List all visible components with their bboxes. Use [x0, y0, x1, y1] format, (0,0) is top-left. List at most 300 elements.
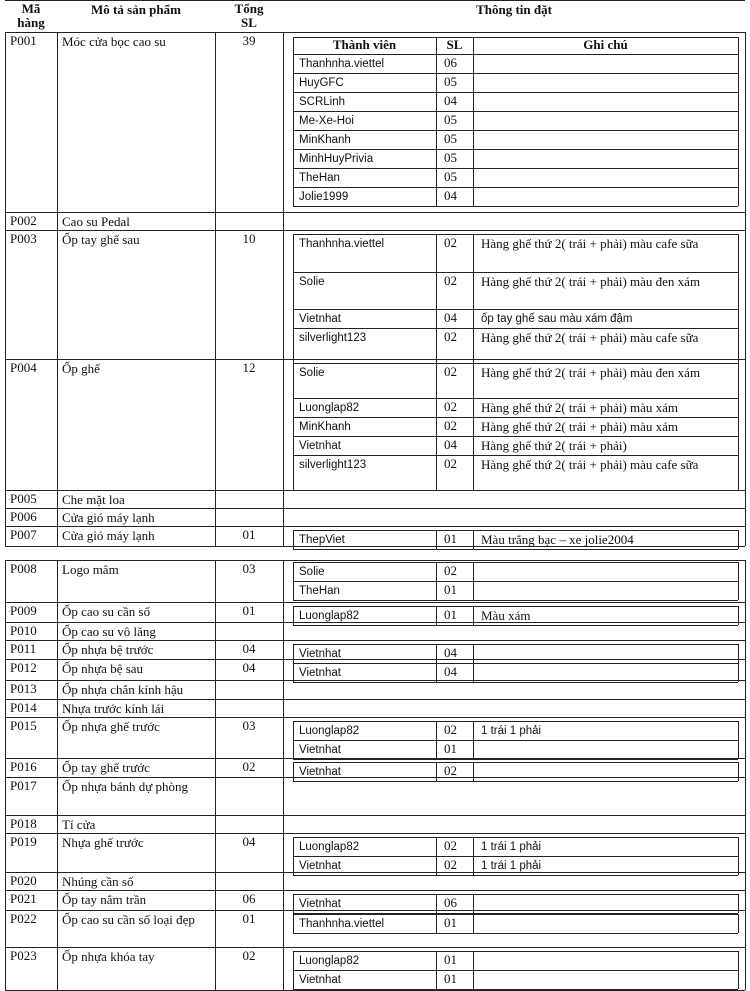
- row-bottom-line: [5, 947, 745, 948]
- product-code: P002: [10, 213, 37, 228]
- order-member: Jolie1999: [299, 191, 349, 203]
- column-line: [215, 777, 216, 815]
- order-qty: 04: [444, 188, 457, 203]
- product-code: P010: [10, 623, 37, 638]
- product-description: Ốp cao su vô lăng: [62, 624, 156, 639]
- inner-column-line: [436, 951, 437, 989]
- order-qty: 04: [444, 664, 457, 679]
- product-total: 01: [242, 911, 256, 926]
- order-note: Màu xám: [481, 608, 531, 623]
- product-description: Tí cửa: [62, 817, 96, 832]
- column-line: [745, 758, 746, 777]
- column-line: [57, 717, 58, 758]
- product-description: Ốp nhựa bệ trước: [62, 642, 154, 657]
- product-total: 02: [242, 759, 256, 774]
- column-line: [57, 490, 58, 508]
- product-description: Cửa gió máy lạnh: [62, 528, 155, 543]
- column-line: [283, 560, 284, 602]
- order-note: Hàng ghế thứ 2( trái + phải) màu đen xám: [481, 365, 701, 380]
- product-total: 39: [242, 33, 256, 48]
- order-qty: 02: [444, 722, 457, 737]
- inner-column-line: [436, 530, 437, 549]
- column-line: [745, 699, 746, 717]
- column-line: [57, 560, 58, 602]
- inner-row-line: [293, 206, 738, 207]
- inner-column-line: [293, 234, 294, 363]
- column-line: [283, 680, 284, 699]
- order-note: Màu trắng bạc – xe jolie2004: [481, 532, 634, 547]
- inner-column-line: [473, 606, 474, 625]
- product-code: P007: [10, 527, 37, 542]
- inner-column-line: [436, 234, 437, 363]
- order-qty: 02: [444, 763, 457, 778]
- column-line: [215, 872, 216, 890]
- column-line: [215, 622, 216, 640]
- inner-column-line: [436, 562, 437, 600]
- column-line: [57, 833, 58, 872]
- order-qty: 02: [444, 273, 457, 288]
- header-code: Mã: [21, 1, 41, 16]
- inner-column-line: [473, 721, 474, 759]
- order-note: Hàng ghế thứ 2( trái + phải) màu đen xám: [481, 274, 701, 289]
- column-line: [745, 622, 746, 640]
- order-member: Luonglap82: [299, 610, 360, 622]
- header-member: Thành viên: [332, 37, 397, 52]
- inner-column-line: [473, 837, 474, 875]
- column-line: [283, 758, 284, 777]
- row-bottom-line: [5, 890, 745, 891]
- order-member: TheHan: [299, 585, 340, 597]
- inner-column-line: [473, 644, 474, 663]
- column-line: [745, 602, 746, 622]
- inner-column-line: [293, 762, 294, 781]
- product-description: Ốp cao su cần số loại đẹp: [62, 912, 195, 927]
- column-line: [745, 490, 746, 508]
- order-qty: 06: [444, 55, 457, 70]
- inner-column-line: [293, 951, 294, 989]
- column-line: [283, 699, 284, 717]
- header-order-info: Thông tin đặt: [476, 2, 552, 17]
- order-qty: 02: [444, 235, 457, 250]
- column-line: [283, 815, 284, 833]
- column-line: [283, 659, 284, 680]
- inner-row-line: [293, 455, 738, 456]
- column-line: [745, 872, 746, 890]
- column-line: [57, 622, 58, 640]
- column-line: [745, 230, 746, 359]
- product-description: Ốp nhựa ghế trước: [62, 719, 160, 734]
- order-member: Luonglap82: [299, 955, 360, 967]
- column-line: [57, 526, 58, 546]
- column-line: [283, 622, 284, 640]
- column-line: [57, 872, 58, 890]
- column-line: [5, 947, 6, 990]
- order-qty: 02: [444, 456, 457, 471]
- column-line: [745, 910, 746, 947]
- inner-column-line: [738, 914, 739, 933]
- column-line: [283, 777, 284, 815]
- product-total: 04: [242, 834, 256, 849]
- column-line: [745, 947, 746, 990]
- order-qty: 02: [444, 838, 457, 853]
- column-line: [745, 659, 746, 680]
- column-line: [5, 602, 6, 622]
- order-member: HuyGFC: [299, 77, 344, 89]
- column-line: [745, 508, 746, 526]
- product-total: 03: [242, 718, 256, 733]
- inner-row-line: [293, 682, 738, 683]
- inner-column-line: [473, 234, 474, 363]
- order-note: 1 trái 1 phải: [481, 841, 542, 853]
- column-line: [745, 717, 746, 758]
- inner-row-line: [293, 933, 738, 934]
- header-code: hàng: [17, 15, 45, 30]
- order-note: Hàng ghế thứ 2( trái + phải) màu xám: [481, 419, 679, 434]
- inner-row-line: [293, 398, 738, 399]
- column-line: [5, 212, 6, 230]
- product-description: Ốp cao su cần số: [62, 604, 151, 619]
- row-bottom-line: [5, 699, 745, 700]
- product-total: 02: [242, 948, 256, 963]
- order-member: Thanhnha.viettel: [299, 238, 385, 250]
- header-note: Ghi chú: [583, 37, 628, 52]
- inner-column-line: [738, 234, 739, 363]
- column-line: [57, 32, 58, 212]
- inner-column-line: [473, 663, 474, 682]
- column-line: [283, 359, 284, 490]
- inner-row-line: [293, 856, 738, 857]
- column-line: [283, 526, 284, 546]
- column-line: [5, 699, 6, 717]
- column-line: [57, 815, 58, 833]
- product-description: Ốp nhựa khóa tay: [62, 949, 155, 964]
- header-top-line: [5, 0, 745, 1]
- column-line: [5, 910, 6, 947]
- inner-row-line: [293, 875, 738, 876]
- column-line: [5, 833, 6, 872]
- inner-column-line: [293, 54, 294, 206]
- inner-column-line: [473, 562, 474, 600]
- order-qty: 04: [444, 437, 457, 452]
- product-total: 06: [242, 891, 256, 906]
- order-member: Solie: [299, 566, 325, 578]
- order-qty: 02: [444, 418, 457, 433]
- inner-row-line: [293, 92, 738, 93]
- column-line: [745, 777, 746, 815]
- inner-row-line: [293, 606, 738, 607]
- product-code: P019: [10, 834, 37, 849]
- product-description: Cửa gió máy lạnh: [62, 510, 155, 525]
- column-line: [5, 508, 6, 526]
- inner-column-line: [738, 363, 739, 490]
- column-line: [57, 680, 58, 699]
- column-line: [215, 699, 216, 717]
- product-code: P022: [10, 911, 37, 926]
- order-note: 1 trái 1 phải: [481, 860, 542, 872]
- inner-row-line: [293, 663, 738, 664]
- inner-column-line: [293, 914, 294, 933]
- row-bottom-line: [5, 680, 745, 681]
- column-line: [5, 872, 6, 890]
- order-qty: 05: [444, 74, 457, 89]
- order-qty: 04: [444, 645, 457, 660]
- product-description: Ốp nhựa bánh dự phòng: [62, 779, 189, 794]
- product-code: P008: [10, 561, 37, 576]
- inner-column-line: [436, 606, 437, 625]
- inner-row-line: [293, 187, 738, 188]
- product-description: Nhựa ghế trước: [62, 835, 144, 850]
- column-line: [283, 890, 284, 910]
- order-qty: 06: [444, 895, 457, 910]
- product-total: 03: [242, 561, 256, 576]
- order-member: ThepViet: [299, 534, 345, 546]
- order-note: Hàng ghế thứ 2( trái + phải) màu cafe sữa: [481, 330, 699, 345]
- column-line: [283, 947, 284, 990]
- product-total: 04: [242, 660, 256, 675]
- row-bottom-line: [5, 359, 745, 360]
- order-member: Vietnhat: [299, 440, 341, 452]
- order-member: SCRLinh: [299, 96, 346, 108]
- product-description: Nhúng cần số: [62, 874, 134, 889]
- column-line: [283, 230, 284, 359]
- column-line: [283, 872, 284, 890]
- order-note: 1 trái 1 phải: [481, 725, 542, 737]
- order-member: Luonglap82: [299, 841, 360, 853]
- inner-row-line: [293, 581, 738, 582]
- product-description: Nhựa trước kính lái: [62, 701, 165, 716]
- column-line: [215, 230, 216, 359]
- order-qty: 01: [444, 741, 457, 756]
- inner-column-line: [738, 530, 739, 549]
- product-code: P009: [10, 603, 37, 618]
- column-line: [5, 32, 6, 212]
- inner-column-line: [293, 37, 294, 54]
- order-qty: 01: [444, 952, 457, 967]
- column-line: [5, 758, 6, 777]
- inner-row-line: [293, 644, 738, 645]
- column-line: [215, 815, 216, 833]
- column-line: [215, 32, 216, 212]
- order-member: Solie: [299, 276, 325, 288]
- order-qty: 02: [444, 563, 457, 578]
- column-line: [283, 508, 284, 526]
- order-qty: 04: [444, 310, 457, 325]
- inner-column-line: [738, 837, 739, 875]
- product-total: 12: [242, 360, 256, 375]
- inner-row-line: [293, 951, 738, 952]
- header-total: SL: [241, 15, 257, 30]
- inner-row-line: [293, 759, 738, 760]
- product-code: P016: [10, 759, 37, 774]
- order-member: Luonglap82: [299, 725, 360, 737]
- product-code: P023: [10, 948, 37, 963]
- order-qty: 05: [444, 131, 457, 146]
- inner-column-line: [738, 562, 739, 600]
- inner-column-line: [436, 37, 437, 54]
- inner-column-line: [293, 721, 294, 759]
- order-qty: 05: [444, 112, 457, 127]
- inner-row-line: [293, 54, 738, 55]
- product-code: P011: [10, 641, 37, 656]
- order-member: Thanhnha.viettel: [299, 918, 385, 930]
- inner-row-line: [293, 130, 738, 131]
- order-member: silverlight123: [299, 459, 367, 471]
- order-qty: 02: [444, 364, 457, 379]
- column-line: [283, 32, 284, 212]
- product-code: P001: [10, 33, 37, 48]
- inner-column-line: [473, 914, 474, 933]
- inner-row-line: [293, 149, 738, 150]
- inner-row-line: [293, 781, 738, 782]
- inner-row-line: [293, 490, 738, 491]
- order-member: Vietnhat: [299, 974, 341, 986]
- product-code: P017: [10, 778, 37, 793]
- product-description: Móc cửa bọc cao su: [62, 34, 166, 49]
- product-description: Ốp nhựa chắn kính hậu: [62, 682, 184, 697]
- inner-row-line: [293, 436, 738, 437]
- order-qty: 01: [444, 971, 457, 986]
- column-line: [745, 833, 746, 872]
- inner-column-line: [738, 644, 739, 663]
- column-line: [283, 833, 284, 872]
- inner-column-line: [436, 762, 437, 781]
- product-code: P021: [10, 891, 37, 906]
- order-member: Thanhnha.viettel: [299, 58, 385, 70]
- order-member: Vietnhat: [299, 860, 341, 872]
- column-line: [283, 212, 284, 230]
- column-line: [57, 910, 58, 947]
- inner-column-line: [738, 894, 739, 913]
- column-line: [5, 680, 6, 699]
- column-line: [5, 717, 6, 758]
- product-description: Logo mâm: [62, 562, 119, 577]
- column-line: [57, 890, 58, 910]
- inner-row-line: [293, 721, 738, 722]
- inner-row-line: [293, 740, 738, 741]
- column-line: [215, 490, 216, 508]
- row-top-line: [5, 560, 745, 561]
- order-member: Vietnhat: [299, 898, 341, 910]
- column-line: [57, 602, 58, 622]
- inner-row-line: [293, 168, 738, 169]
- product-description: Ốp tay nắm trần: [62, 892, 147, 907]
- header-total: Tổng: [234, 1, 264, 16]
- order-member: MinKhanh: [299, 421, 351, 433]
- inner-column-line: [436, 663, 437, 682]
- product-total: 01: [242, 603, 256, 618]
- column-line: [5, 640, 6, 659]
- product-description: Cao su Pedal: [62, 214, 130, 229]
- inner-column-line: [473, 37, 474, 54]
- column-line: [5, 622, 6, 640]
- inner-row-line: [293, 600, 738, 601]
- column-line: [745, 640, 746, 659]
- column-line: [5, 526, 6, 546]
- column-line: [745, 680, 746, 699]
- product-code: P018: [10, 816, 37, 831]
- order-member: Me-Xe-Hoi: [299, 115, 354, 127]
- column-line: [745, 32, 746, 212]
- product-code: P020: [10, 873, 37, 888]
- inner-column-line: [738, 37, 739, 54]
- inner-row-line: [293, 309, 738, 310]
- inner-column-line: [436, 894, 437, 913]
- column-line: [5, 359, 6, 490]
- order-member: Luonglap82: [299, 402, 360, 414]
- product-code: P003: [10, 231, 37, 246]
- inner-row-line: [293, 549, 738, 550]
- inner-column-line: [293, 837, 294, 875]
- inner-column-line: [738, 762, 739, 781]
- column-line: [57, 359, 58, 490]
- inner-column-line: [738, 951, 739, 989]
- column-line: [57, 508, 58, 526]
- inner-row-line: [293, 762, 738, 763]
- order-qty: 04: [444, 93, 457, 108]
- inner-column-line: [293, 663, 294, 682]
- column-line: [57, 699, 58, 717]
- order-note: ốp tay ghế sau màu xám đậm: [481, 313, 633, 325]
- order-note: Hàng ghế thứ 2( trái + phải) màu cafe sữa: [481, 457, 699, 472]
- inner-column-line: [473, 762, 474, 781]
- order-member: MinhHuyPrivia: [299, 153, 374, 165]
- order-qty: 02: [444, 329, 457, 344]
- inner-row-line: [293, 73, 738, 74]
- column-line: [215, 508, 216, 526]
- inner-column-line: [293, 562, 294, 600]
- column-line: [745, 526, 746, 546]
- header-bottom-line: [5, 32, 745, 33]
- inner-column-line: [436, 363, 437, 490]
- column-line: [283, 717, 284, 758]
- column-line: [215, 680, 216, 699]
- column-line: [57, 212, 58, 230]
- column-line: [57, 659, 58, 680]
- order-qty: 01: [444, 531, 457, 546]
- product-total: 04: [242, 641, 256, 656]
- column-line: [5, 230, 6, 359]
- row-bottom-line: [5, 212, 745, 213]
- column-line: [283, 490, 284, 508]
- order-note: Hàng ghế thứ 2( trái + phải): [481, 438, 627, 453]
- order-member: Vietnhat: [299, 744, 341, 756]
- inner-column-line: [738, 663, 739, 682]
- inner-row-line: [293, 328, 738, 329]
- inner-column-line: [436, 914, 437, 933]
- row-bottom-line: [5, 230, 745, 231]
- row-bottom-line: [5, 640, 745, 641]
- column-line: [57, 758, 58, 777]
- column-line: [5, 490, 6, 508]
- product-description: Ốp nhựa bệ sau: [62, 661, 144, 676]
- order-qty: 05: [444, 169, 457, 184]
- product-code: P012: [10, 660, 37, 675]
- column-line: [5, 815, 6, 833]
- product-description: Ốp ghế: [62, 361, 100, 376]
- order-member: MinKhanh: [299, 134, 351, 146]
- product-code: P013: [10, 681, 37, 696]
- order-qty: 05: [444, 150, 457, 165]
- column-line: [215, 212, 216, 230]
- inner-row-line: [293, 111, 738, 112]
- product-code: P004: [10, 360, 37, 375]
- product-code: P005: [10, 491, 37, 506]
- column-line: [745, 212, 746, 230]
- order-member: TheHan: [299, 172, 340, 184]
- inner-row-line: [293, 272, 738, 273]
- product-description: Che mặt loa: [62, 492, 125, 507]
- order-qty: 01: [444, 582, 457, 597]
